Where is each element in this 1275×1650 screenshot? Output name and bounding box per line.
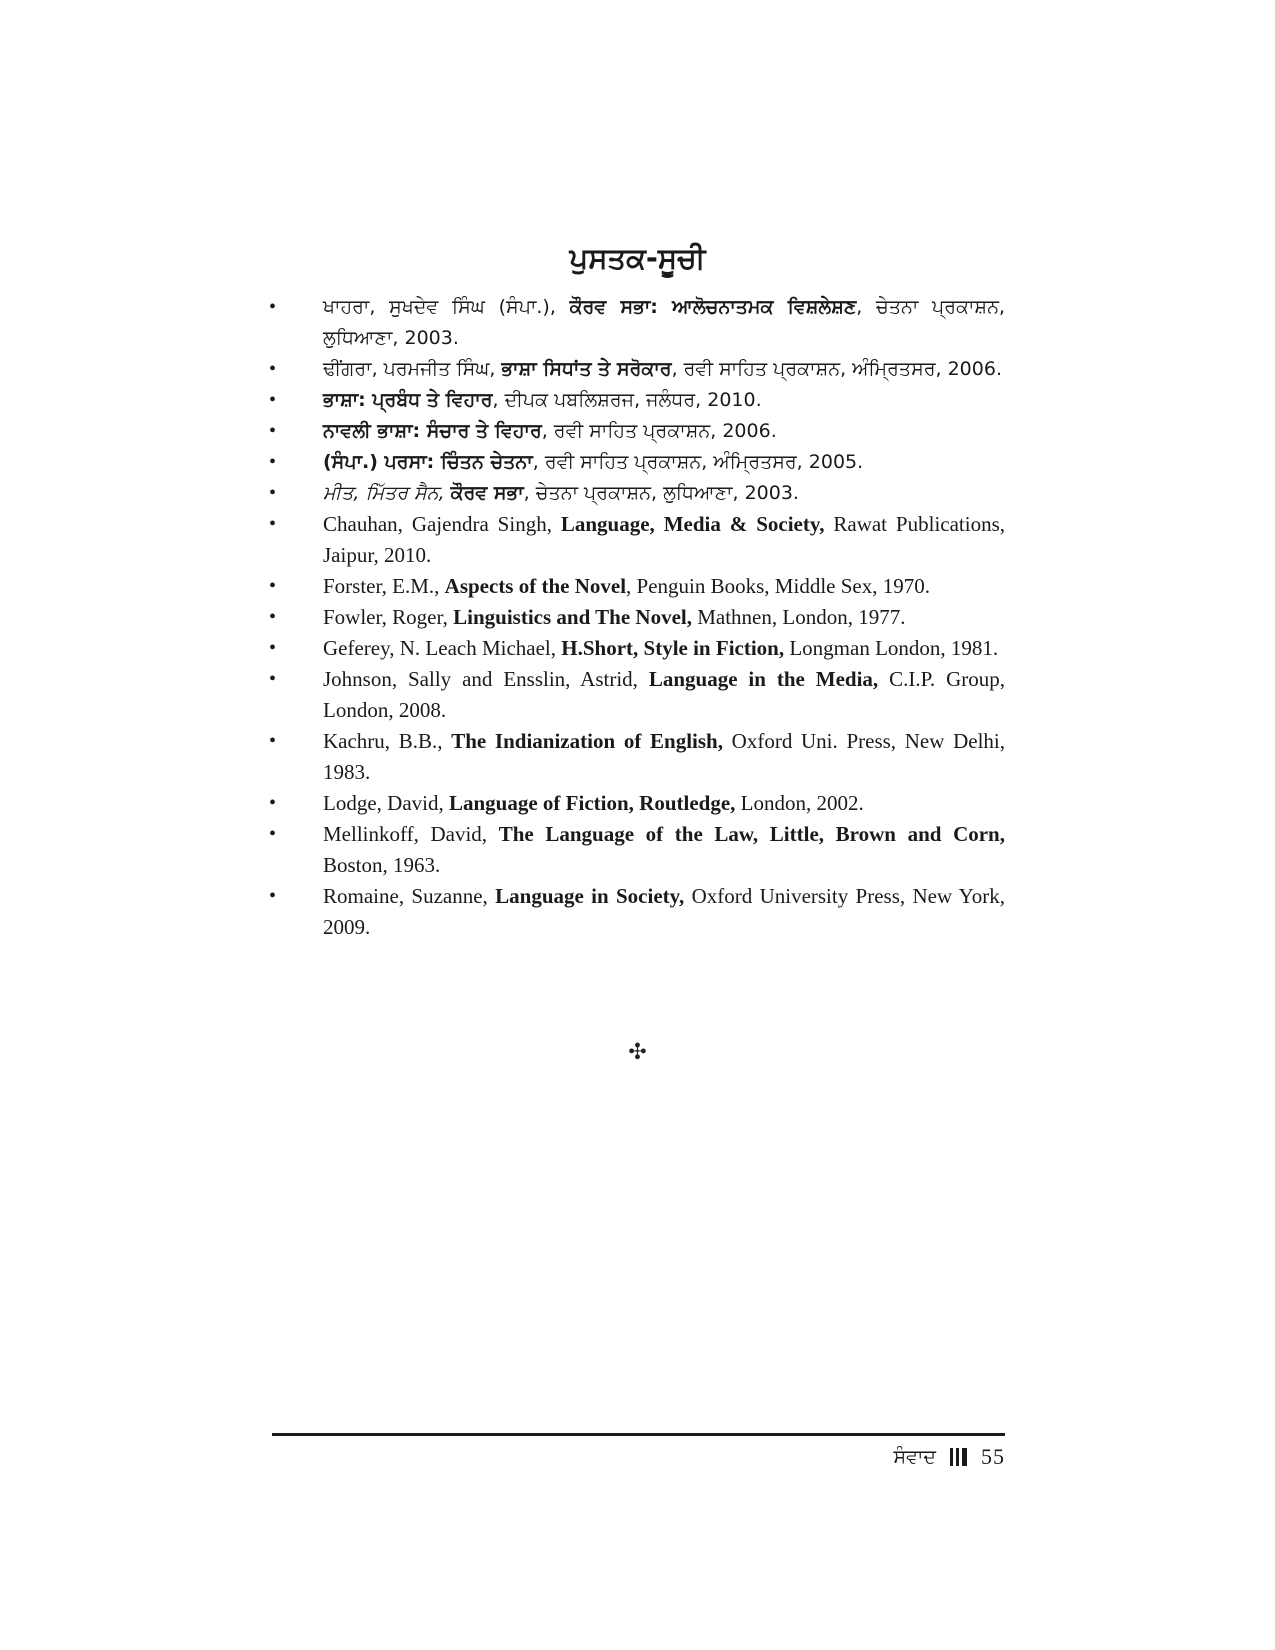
- entry-text: Rawat Publications, Jaipur, 2010.: [323, 512, 1006, 567]
- bullet-icon: •: [269, 606, 277, 628]
- bibliography-entry: [265, 788, 1005, 819]
- entry-text: , ਚੇਤਨਾ ਪ੍ਰਕਾਸ਼ਨ, ਲੁਧਿਆਣਾ, 2003.: [523, 482, 799, 504]
- entry-text: , ਦੀਪਕ ਪਬਲਿਸ਼ਰਜ, ਜਲੰਧਰ, 2010.: [492, 389, 762, 411]
- bullet-icon: •: [269, 730, 277, 752]
- page-number: 55: [981, 1444, 1005, 1469]
- entry-text: Chauhan, Gajendra Singh,: [323, 512, 561, 536]
- bibliography-entry: [265, 478, 1005, 509]
- entry-text: Kachru, B.B.,: [323, 729, 452, 753]
- bibliography-entry: [265, 509, 1005, 571]
- entry-title: Language in Society,: [495, 884, 685, 908]
- bullet-icon: •: [269, 575, 277, 597]
- bibliography-entry: [265, 385, 1005, 416]
- entry-text: Longman London, 1981.: [784, 636, 999, 660]
- bibliography-entry: [265, 416, 1005, 447]
- entry-text: , ਰਵੀ ਸਾਹਿਤ ਪ੍ਰਕਾਸ਼ਨ, ਅੰਮ੍ਰਿਤਸਰ, 2005.: [532, 451, 864, 473]
- entry-text: Johnson, Sally and Ensslin, Astrid,: [323, 667, 649, 691]
- entry-title: The Language of the Law, Little, Brown and Corn,: [498, 822, 1005, 846]
- entry-title: Language of Fiction, Routledge,: [448, 791, 736, 815]
- entry-author-italic: ਮੀਤ, ਮਿੱਤਰ ਸੈਨ,: [323, 482, 451, 504]
- bullet-icon: •: [269, 482, 277, 504]
- section-end-ornament: ✣: [628, 1040, 647, 1065]
- entry-text: Geferey, N. Leach Michael,: [323, 636, 562, 660]
- entry-title: Language in the Media,: [648, 667, 879, 691]
- bullet-icon: •: [269, 885, 277, 907]
- bullet-icon: •: [269, 792, 277, 814]
- entry-title: ਨਾਵਲੀ ਭਾਸ਼ਾ: ਸੰਚਾਰ ਤੇ ਵਿਹਾਰ: [323, 420, 542, 442]
- bibliography-entry: [265, 664, 1005, 726]
- entry-text: C.I.P. Group, London, 2008.: [323, 667, 1005, 722]
- entry-text: , ਚੇਤਨਾ ਪ੍ਰਕਾਸ਼ਨ, ਲੁਧਿਆਣਾ, 2003.: [323, 296, 1005, 349]
- entry-text: Mellinkoff, David,: [323, 822, 499, 846]
- journal-name: ਸੰਵਾਦ: [893, 1446, 936, 1468]
- entry-title: Linguistics and The Novel,: [453, 605, 692, 629]
- separator-bars-icon: [950, 1448, 967, 1466]
- bullet-icon: •: [269, 420, 277, 442]
- entry-text: Fowler, Roger,: [323, 605, 454, 629]
- bibliography-entry: [265, 571, 1005, 602]
- bullet-icon: •: [269, 358, 277, 380]
- bullet-icon: •: [269, 823, 277, 845]
- entry-text: , Penguin Books, Middle Sex, 1970.: [626, 574, 930, 598]
- entry-title: Aspects of the Novel: [444, 574, 627, 598]
- entry-text: Forster, E.M.,: [323, 574, 445, 598]
- bullet-icon: •: [269, 451, 277, 473]
- entry-text: Oxford University Press, New York, 2009.: [323, 884, 1005, 939]
- bibliography-entry: [265, 292, 1005, 354]
- entry-text: , ਰਵੀ ਸਾਹਿਤ ਪ੍ਰਕਾਸ਼ਨ, ਅੰਮ੍ਰਿਤਸਰ, 2006.: [671, 358, 1002, 380]
- bullet-icon: •: [269, 389, 277, 411]
- bibliography-entry: [265, 819, 1005, 881]
- entry-title: ਭਾਸ਼ਾ: ਪ੍ਰਬੰਧ ਤੇ ਵਿਹਾਰ: [323, 389, 493, 411]
- page-footer: [893, 1440, 1005, 1474]
- entry-title: ਭਾਸ਼ਾ ਸਿਧਾਂਤ ਤੇ ਸਰੋਕਾਰ: [501, 358, 672, 380]
- entry-text: ਢੀਂਗਰਾ, ਪਰਮਜੀਤ ਸਿੰਘ,: [323, 358, 502, 380]
- entry-text: , ਰਵੀ ਸਾਹਿਤ ਪ੍ਰਕਾਸ਼ਨ, 2006.: [541, 420, 777, 442]
- bibliography-entry: [265, 633, 1005, 664]
- entry-text: Boston, 1963.: [323, 853, 441, 877]
- bibliography-entry: [265, 354, 1005, 385]
- bibliography-entry: [265, 726, 1005, 788]
- entry-text: London, 2002.: [735, 791, 864, 815]
- entry-title: The Indianization of English,: [451, 729, 723, 753]
- bibliography-list: [265, 292, 1005, 943]
- bibliography-entry: [265, 602, 1005, 633]
- bullet-icon: •: [269, 296, 277, 318]
- bibliography-entry: [265, 881, 1005, 943]
- entry-title: ਕੌਰਵ ਸਭਾ: ਆਲੋਚਨਾਤਮਕ ਵਿਸ਼ਲੇਸ਼ਣ: [569, 296, 857, 318]
- bibliography-entry: [265, 447, 1005, 478]
- entry-text: Oxford Uni. Press, New Delhi, 1983.: [323, 729, 1005, 784]
- page-title: ਪੁਸਤਕ-ਸੂਚੀ: [569, 241, 706, 275]
- entry-title: H.Short, Style in Fiction,: [561, 636, 785, 660]
- entry-title: (ਸੰਪਾ.) ਪਰਸਾ: ਚਿੰਤਨ ਚੇਤਨਾ: [323, 451, 533, 473]
- entry-title: Language, Media & Society,: [560, 512, 825, 536]
- footer-rule: [272, 1433, 1005, 1436]
- entry-text: Romaine, Suzanne,: [323, 884, 496, 908]
- bullet-icon: •: [269, 513, 277, 535]
- bullet-icon: •: [269, 637, 277, 659]
- entry-text: Lodge, David,: [323, 791, 449, 815]
- entry-title: ਕੌਰਵ ਸਭਾ: [450, 482, 524, 504]
- entry-text: ਖਾਹਰਾ, ਸੁਖਦੇਵ ਸਿੰਘ (ਸੰਪਾ.),: [323, 296, 570, 318]
- bullet-icon: •: [269, 668, 277, 690]
- entry-text: Mathnen, London, 1977.: [691, 605, 906, 629]
